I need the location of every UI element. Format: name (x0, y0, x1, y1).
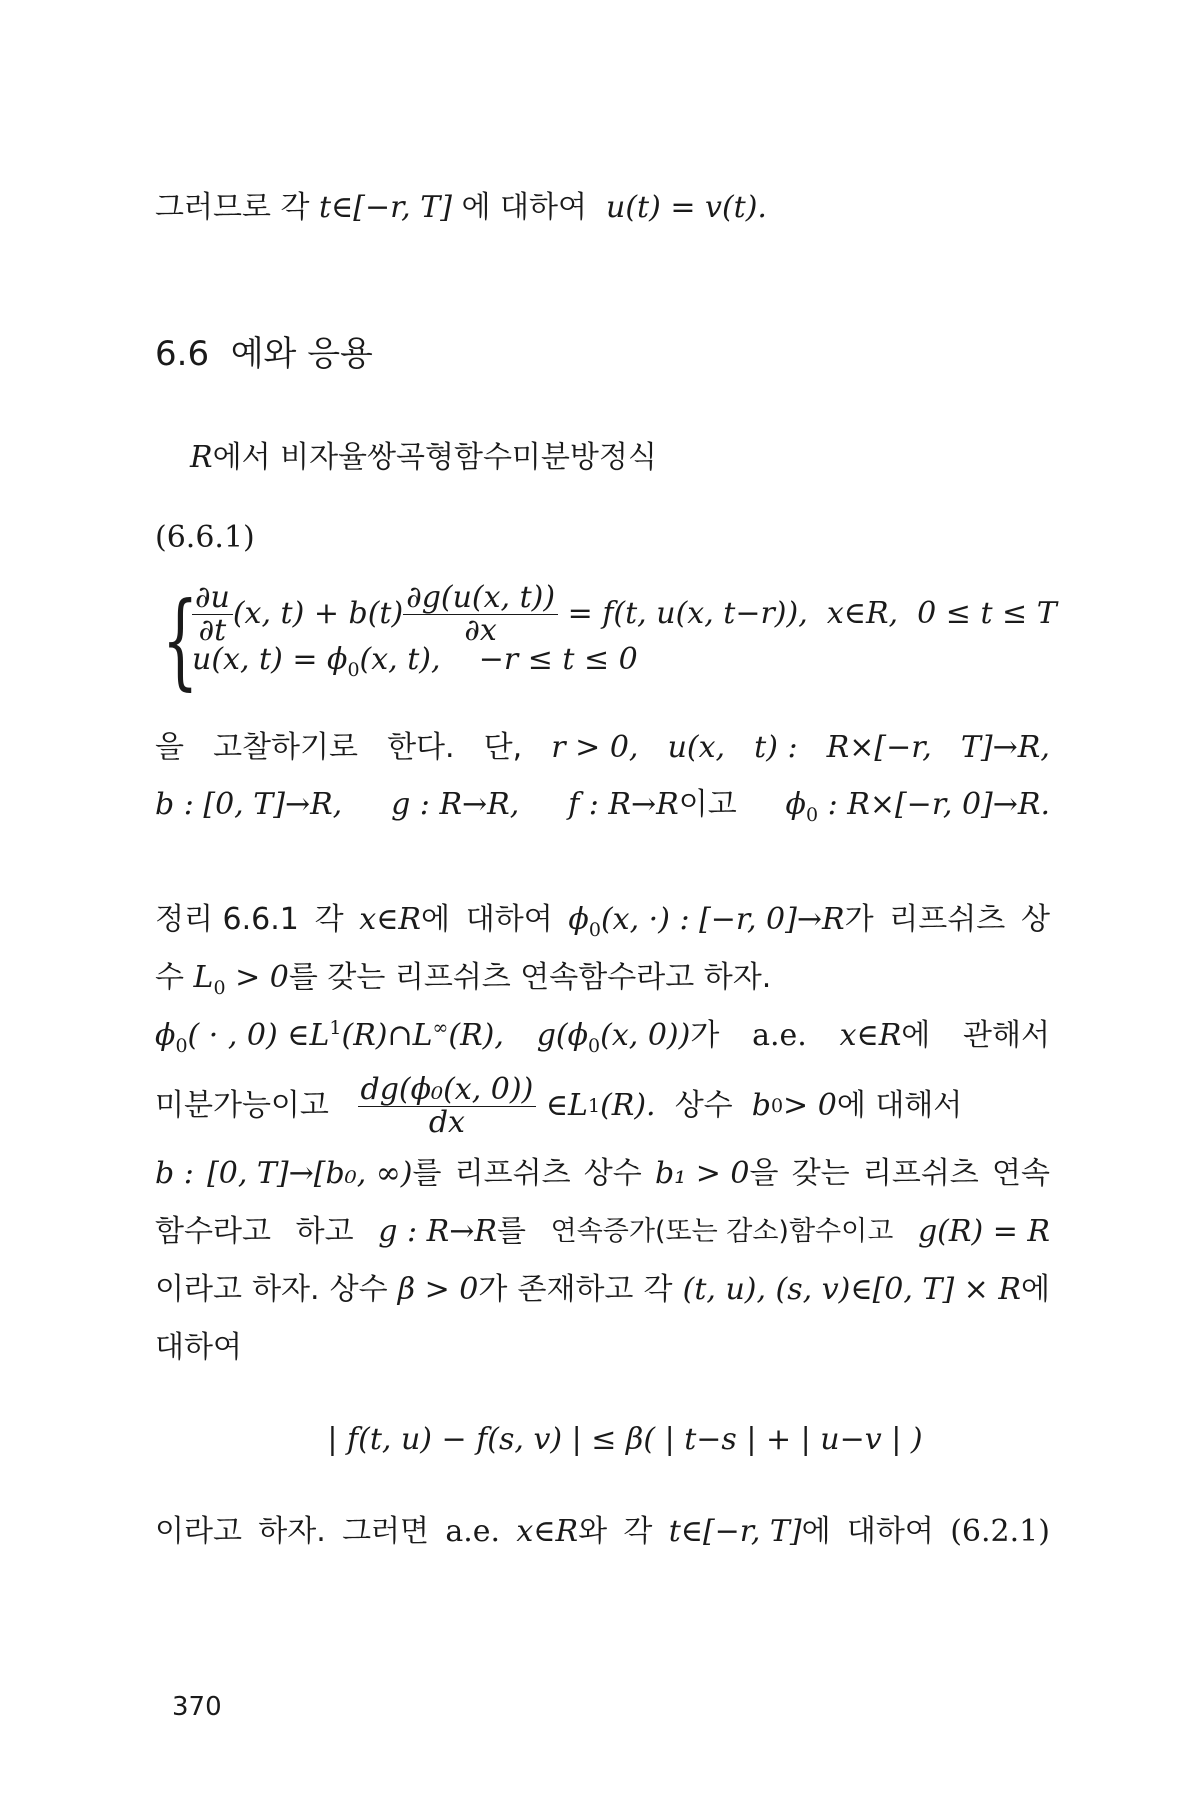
theorem-line: 수 $L_0 > 0$를 갖는 리프쉬츠 연속함수라고 하자. (155, 960, 772, 999)
theorem-line: 이라고 하자. 그러면 a.e. x∈R와 각 t∈[−r, T]에 대하여 (6.2.1) (155, 1514, 1050, 1549)
section-heading (155, 334, 1050, 374)
page-number: 370 (172, 1692, 222, 1722)
text-line: b : [0, T]→R, g : R→R, f : R→R이고 $\phi_0$ : R×[−r, 0]→R. (155, 787, 1050, 826)
display-inequality: | f(t, u) − f(s, v) | ≤ β( | t−s | + | u−v | ) (327, 1422, 923, 1457)
partial-g-fraction: $\frac{\partial g(u(x, t))}{\partial x}$ (403, 582, 558, 647)
theorem-line: 이라고 하자. 상수 β > 0가 존재하고 각 (t, u), (s, v)∈[0, T] × R에 (155, 1272, 1050, 1307)
theorem-line: 함수라고 하고 g : R→R를 연속증가(또는 감소)함수이고 g(R) = R (155, 1214, 1050, 1249)
theorem-line: 미분가능이고 $\frac{\text{dg(ϕ₀(x, 0))}}{dx}$ ∈L 1 (R). 상수 b 0 > 0 에 대해서 (155, 1071, 963, 1140)
theorem-line: $\phi_0$( · , 0) $\in L^1(R)\cap L^\infty(R)$, $g(\phi_0(x$, 0))가 a.e. x∈R에 관해서 (155, 1017, 1050, 1057)
left-brace: { (162, 579, 199, 701)
equation-label: (6.6.1) (155, 520, 255, 555)
text-line: 그러므로 각 t∈[−r, T] 에 대하여 u(t) = v(t). (155, 190, 767, 225)
partial-u-fraction: $\frac{\partial u}{\partial t}$ (192, 582, 233, 647)
section-number: 6.6 (155, 334, 210, 374)
theorem-line: 정리 6.6.1 각 x∈R에 대하여 $\phi_0(x$, ·) : [−r, 0]→R가 리프쉬츠 상 (155, 902, 1050, 941)
system-line-1: $\frac{\partial u}{\partial t}$ (x, t) + b(t) $\frac{\partial g(u(x, t))}{\partial x}$ = f(t, u(x, t−r)), x∈R, 0 ≤ t ≤ T (192, 582, 1050, 646)
intro-line: R에서 비자율쌍곡형함수미분방정식 (190, 440, 657, 475)
section-title: 예와 응용 (230, 334, 373, 374)
theorem-line: 대하여 (155, 1330, 242, 1365)
theorem-label: 정리 6.6.1 (155, 902, 299, 937)
system-line-2: u(x, $t) = \phi_0(x$, t), −r ≤ t ≤ 0 (192, 642, 638, 681)
theorem-line: b : [0, T]→[b₀, ∞)를 리프쉬츠 상수 b₁ > 0을 갖는 리프쉬츠 연속 (155, 1156, 1050, 1191)
derivative-fraction: $\frac{\text{dg(ϕ₀(x, 0))}}{dx}$ (358, 1074, 537, 1139)
text-line: 을 고찰하기로 한다. 단, r > 0, u(x, t) : R×[−r, T]→R, (155, 730, 1050, 765)
